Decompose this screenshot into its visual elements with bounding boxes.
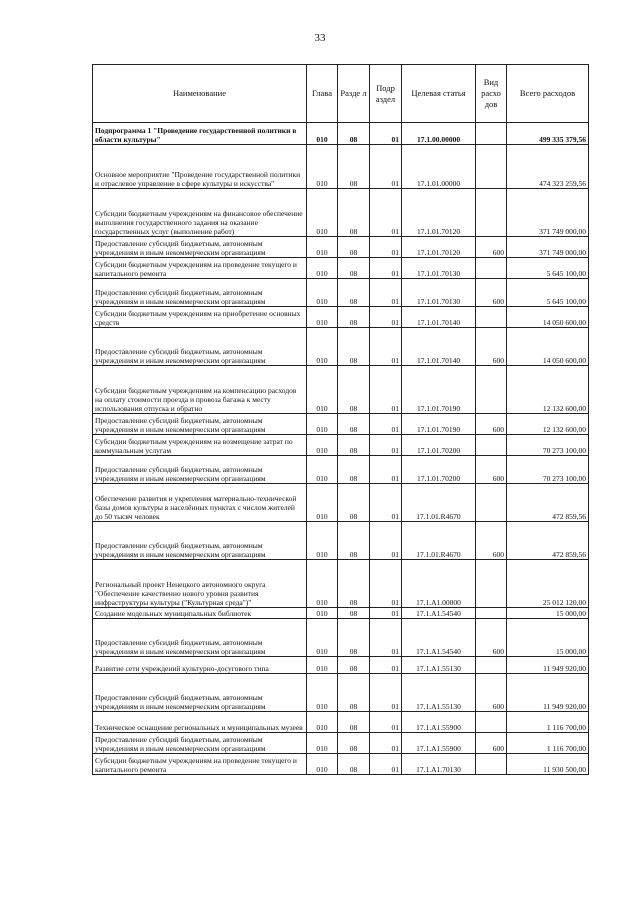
row-target-cell: 17.1.А1.55900 <box>402 733 476 754</box>
row-total-cell: 12 132 600,00 <box>507 366 589 414</box>
row-target-cell: 17.1.01.70140 <box>402 328 476 366</box>
row-razdel-cell: 08 <box>338 366 370 414</box>
row-total-cell: 474 323 259,56 <box>507 145 589 189</box>
row-glava-cell: 010 <box>307 712 338 733</box>
row-podrazdel-cell: 01 <box>370 456 402 484</box>
row-razdel-cell: 08 <box>338 237 370 258</box>
row-glava-cell: 010 <box>307 237 338 258</box>
row-name-cell: Предоставление субсидий бюджетным, автономным учреждениям и иным некоммерческим организациям <box>93 522 307 560</box>
row-target-cell: 17.1.01.70130 <box>402 279 476 307</box>
table-row <box>93 307 589 328</box>
row-total-cell: 371 749 000,00 <box>507 237 589 258</box>
row-podrazdel-cell: 01 <box>370 560 402 608</box>
row-podrazdel-cell: 01 <box>370 307 402 328</box>
row-target-cell: 17.1.01.70200 <box>402 435 476 456</box>
header-razdel: Разде л <box>338 65 370 123</box>
row-vid-cell: 600 <box>476 279 507 307</box>
table-row <box>93 657 589 674</box>
row-razdel-cell: 08 <box>338 328 370 366</box>
row-razdel-cell: 08 <box>338 484 370 522</box>
row-glava-cell: 010 <box>307 279 338 307</box>
row-glava-cell: 010 <box>307 456 338 484</box>
row-podrazdel-cell: 01 <box>370 237 402 258</box>
row-vid-cell <box>476 145 507 189</box>
table-header-row <box>93 65 589 123</box>
row-razdel-cell: 08 <box>338 754 370 775</box>
row-podrazdel-cell: 01 <box>370 145 402 189</box>
row-name-cell: Субсидии бюджетным учреждениям на компенсацию расходов на оплату стоимости проезда и провоза багажа к месту использования отпуска и обратно <box>93 366 307 414</box>
row-name-cell: Предоставление субсидий бюджетным, автономным учреждениям и иным некоммерческим организациям <box>93 328 307 366</box>
row-target-cell: 17.1.01.70190 <box>402 366 476 414</box>
row-vid-cell: 600 <box>476 674 507 712</box>
row-total-cell: 472 859,56 <box>507 484 589 522</box>
row-podrazdel-cell: 01 <box>370 435 402 456</box>
row-target-cell: 17.1.А1.55900 <box>402 712 476 733</box>
table-row <box>93 279 589 307</box>
row-total-cell: 15 000,00 <box>507 608 589 619</box>
row-total-cell: 371 749 000,00 <box>507 189 589 237</box>
table-row <box>93 145 589 189</box>
row-target-cell: 17.1.А1.54540 <box>402 619 476 657</box>
row-vid-cell: 600 <box>476 328 507 366</box>
row-razdel-cell: 08 <box>338 145 370 189</box>
row-podrazdel-cell: 01 <box>370 189 402 237</box>
row-podrazdel-cell: 01 <box>370 366 402 414</box>
row-glava-cell: 010 <box>307 258 338 279</box>
row-vid-cell <box>476 366 507 414</box>
row-podrazdel-cell: 01 <box>370 712 402 733</box>
row-vid-cell <box>476 307 507 328</box>
row-razdel-cell: 08 <box>338 258 370 279</box>
table-row <box>93 435 589 456</box>
header-glava: Глава <box>307 65 338 123</box>
header-podrazdel: Подр аздел <box>370 65 402 123</box>
row-razdel-cell: 08 <box>338 414 370 435</box>
row-target-cell: 17.1.А1.54540 <box>402 608 476 619</box>
row-razdel-cell: 08 <box>338 456 370 484</box>
row-vid-cell <box>476 657 507 674</box>
row-razdel-cell: 08 <box>338 657 370 674</box>
row-razdel-cell: 08 <box>338 123 370 145</box>
table-row <box>93 258 589 279</box>
row-vid-cell <box>476 608 507 619</box>
row-target-cell: 17.1.А1.00000 <box>402 560 476 608</box>
row-total-cell: 5 645 100,00 <box>507 279 589 307</box>
row-razdel-cell: 08 <box>338 560 370 608</box>
row-name-cell: Субсидии бюджетным учреждениям на возмещение затрат по коммунальным услугам <box>93 435 307 456</box>
row-podrazdel-cell: 01 <box>370 414 402 435</box>
row-razdel-cell: 08 <box>338 435 370 456</box>
row-total-cell: 11 949 920,00 <box>507 657 589 674</box>
row-name-cell: Предоставление субсидий бюджетным, автономным учреждениям и иным некоммерческим организациям <box>93 456 307 484</box>
row-glava-cell: 010 <box>307 189 338 237</box>
row-total-cell: 11 949 920,00 <box>507 674 589 712</box>
row-total-cell: 70 273 100,00 <box>507 435 589 456</box>
table-row <box>93 328 589 366</box>
header-name: Наименование <box>93 65 307 123</box>
row-target-cell: 17.1.01.70200 <box>402 456 476 484</box>
row-target-cell: 17.1.01.70120 <box>402 237 476 258</box>
row-razdel-cell: 08 <box>338 608 370 619</box>
row-podrazdel-cell: 01 <box>370 484 402 522</box>
row-glava-cell: 010 <box>307 307 338 328</box>
table-row <box>93 733 589 754</box>
row-glava-cell: 010 <box>307 619 338 657</box>
row-name-cell: Предоставление субсидий бюджетным, автономным учреждениям и иным некоммерческим организациям <box>93 414 307 435</box>
row-target-cell: 17.1.01.70140 <box>402 307 476 328</box>
row-glava-cell: 010 <box>307 608 338 619</box>
row-podrazdel-cell: 01 <box>370 522 402 560</box>
row-vid-cell: 600 <box>476 414 507 435</box>
table-row <box>93 712 589 733</box>
row-total-cell: 1 116 700,00 <box>507 712 589 733</box>
row-total-cell: 11 930 500,00 <box>507 754 589 775</box>
row-vid-cell: 600 <box>476 456 507 484</box>
budget-table <box>92 64 589 775</box>
row-vid-cell: 600 <box>476 619 507 657</box>
row-razdel-cell: 08 <box>338 522 370 560</box>
row-name-cell: Создание модельных муниципальных библиотек <box>93 608 307 619</box>
table-row <box>93 366 589 414</box>
row-podrazdel-cell: 01 <box>370 258 402 279</box>
row-target-cell: 17.1.01.R4670 <box>402 484 476 522</box>
row-name-cell: Субсидии бюджетным учреждениям на приобретение основных средств <box>93 307 307 328</box>
row-glava-cell: 010 <box>307 657 338 674</box>
row-podrazdel-cell: 01 <box>370 674 402 712</box>
row-glava-cell: 010 <box>307 328 338 366</box>
row-target-cell: 17.1.01.70190 <box>402 414 476 435</box>
table-row <box>93 560 589 608</box>
table-row <box>93 123 589 145</box>
row-vid-cell <box>476 435 507 456</box>
row-podrazdel-cell: 01 <box>370 733 402 754</box>
row-name-cell: Субсидии бюджетным учреждениям на проведение текущего и капитального ремонта <box>93 754 307 775</box>
row-name-cell: Субсидии бюджетным учреждениям на проведение текущего и капитального ремонта <box>93 258 307 279</box>
row-glava-cell: 010 <box>307 522 338 560</box>
table-row <box>93 456 589 484</box>
page-number: 33 <box>314 32 326 44</box>
row-target-cell: 17.1.А1.70130 <box>402 754 476 775</box>
row-name-cell: Предоставление субсидий бюджетным, автономным учреждениям и иным некоммерческим организациям <box>93 279 307 307</box>
row-total-cell: 14 050 600,00 <box>507 328 589 366</box>
row-target-cell: 17.1.01.70120 <box>402 189 476 237</box>
row-glava-cell: 010 <box>307 145 338 189</box>
row-name-cell: Предоставление субсидий бюджетным, автономным учреждениям и иным некоммерческим организациям <box>93 733 307 754</box>
row-vid-cell: 600 <box>476 237 507 258</box>
row-target-cell: 17.1.А1.55130 <box>402 657 476 674</box>
row-target-cell: 17.1.01.R4670 <box>402 522 476 560</box>
row-vid-cell <box>476 123 507 145</box>
row-podrazdel-cell: 01 <box>370 754 402 775</box>
row-name-cell: Предоставление субсидий бюджетным, автономным учреждениям и иным некоммерческим организациям <box>93 237 307 258</box>
row-glava-cell: 010 <box>307 560 338 608</box>
row-podrazdel-cell: 01 <box>370 279 402 307</box>
row-total-cell: 472 859,56 <box>507 522 589 560</box>
row-target-cell: 17.1.А1.55130 <box>402 674 476 712</box>
row-name-cell: Развитие сети учреждений культурно-досугового типа <box>93 657 307 674</box>
row-glava-cell: 010 <box>307 754 338 775</box>
table-row <box>93 237 589 258</box>
row-podrazdel-cell: 01 <box>370 328 402 366</box>
row-razdel-cell: 08 <box>338 674 370 712</box>
row-total-cell: 15 000,00 <box>507 619 589 657</box>
row-total-cell: 14 050 600,00 <box>507 307 589 328</box>
row-glava-cell: 010 <box>307 733 338 754</box>
row-podrazdel-cell: 01 <box>370 123 402 145</box>
table-row <box>93 189 589 237</box>
row-razdel-cell: 08 <box>338 307 370 328</box>
table-row <box>93 522 589 560</box>
row-podrazdel-cell: 01 <box>370 657 402 674</box>
table-row <box>93 608 589 619</box>
row-name-cell: Основное мероприятие "Проведение государственной политики и отраслевое управление в сфере культуры и искусства" <box>93 145 307 189</box>
row-vid-cell <box>476 189 507 237</box>
row-total-cell: 1 116 700,00 <box>507 733 589 754</box>
row-glava-cell: 010 <box>307 414 338 435</box>
row-razdel-cell: 08 <box>338 712 370 733</box>
row-podrazdel-cell: 01 <box>370 608 402 619</box>
row-vid-cell <box>476 258 507 279</box>
row-vid-cell: 600 <box>476 522 507 560</box>
row-target-cell: 17.1.01.70130 <box>402 258 476 279</box>
row-name-cell: Обеспечение развития и укрепления материально-технической базы домов культуры в населённых пунктах с числом жителей до 50 тысяч человек <box>93 484 307 522</box>
row-target-cell: 17.1.00.00000 <box>402 123 476 145</box>
row-total-cell: 12 132 600,00 <box>507 414 589 435</box>
header-total: Всего расходов <box>507 65 589 123</box>
row-razdel-cell: 08 <box>338 279 370 307</box>
table-row <box>93 674 589 712</box>
row-name-cell: Техническое оснащение региональных и муниципальных музеев <box>93 712 307 733</box>
header-vid: Вид расхо дов <box>476 65 507 123</box>
row-total-cell: 499 335 379,56 <box>507 123 589 145</box>
header-target: Целевая статья <box>402 65 476 123</box>
row-name-cell: Подпрограмма 1 "Проведение государственной политики в области культуры" <box>93 123 307 145</box>
row-total-cell: 70 273 100,00 <box>507 456 589 484</box>
row-glava-cell: 010 <box>307 366 338 414</box>
table-row <box>93 484 589 522</box>
row-glava-cell: 010 <box>307 674 338 712</box>
row-name-cell: Предоставление субсидий бюджетным, автономным учреждениям и иным некоммерческим организациям <box>93 674 307 712</box>
table-row <box>93 754 589 775</box>
table-row <box>93 414 589 435</box>
row-podrazdel-cell: 01 <box>370 619 402 657</box>
row-vid-cell <box>476 560 507 608</box>
table-row <box>93 619 589 657</box>
row-glava-cell: 010 <box>307 484 338 522</box>
row-vid-cell <box>476 754 507 775</box>
row-target-cell: 17.1.01.00000 <box>402 145 476 189</box>
row-vid-cell <box>476 484 507 522</box>
row-name-cell: Региональный проект Ненецкого автономного округа "Обеспечение качественно нового уровня развития инфраструктуры культуры ("Культурная среда")" <box>93 560 307 608</box>
row-razdel-cell: 08 <box>338 733 370 754</box>
row-name-cell: Предоставление субсидий бюджетным, автономным учреждениям и иным некоммерческим организациям <box>93 619 307 657</box>
row-razdel-cell: 08 <box>338 619 370 657</box>
row-total-cell: 25 012 120,00 <box>507 560 589 608</box>
row-glava-cell: 010 <box>307 435 338 456</box>
row-vid-cell <box>476 712 507 733</box>
row-glava-cell: 010 <box>307 123 338 145</box>
row-total-cell: 5 645 100,00 <box>507 258 589 279</box>
row-razdel-cell: 08 <box>338 189 370 237</box>
row-name-cell: Субсидии бюджетным учреждениям на финансовое обеспечение выполнения государственного задания на оказание государственных услуг (выполнение работ) <box>93 189 307 237</box>
row-vid-cell: 600 <box>476 733 507 754</box>
